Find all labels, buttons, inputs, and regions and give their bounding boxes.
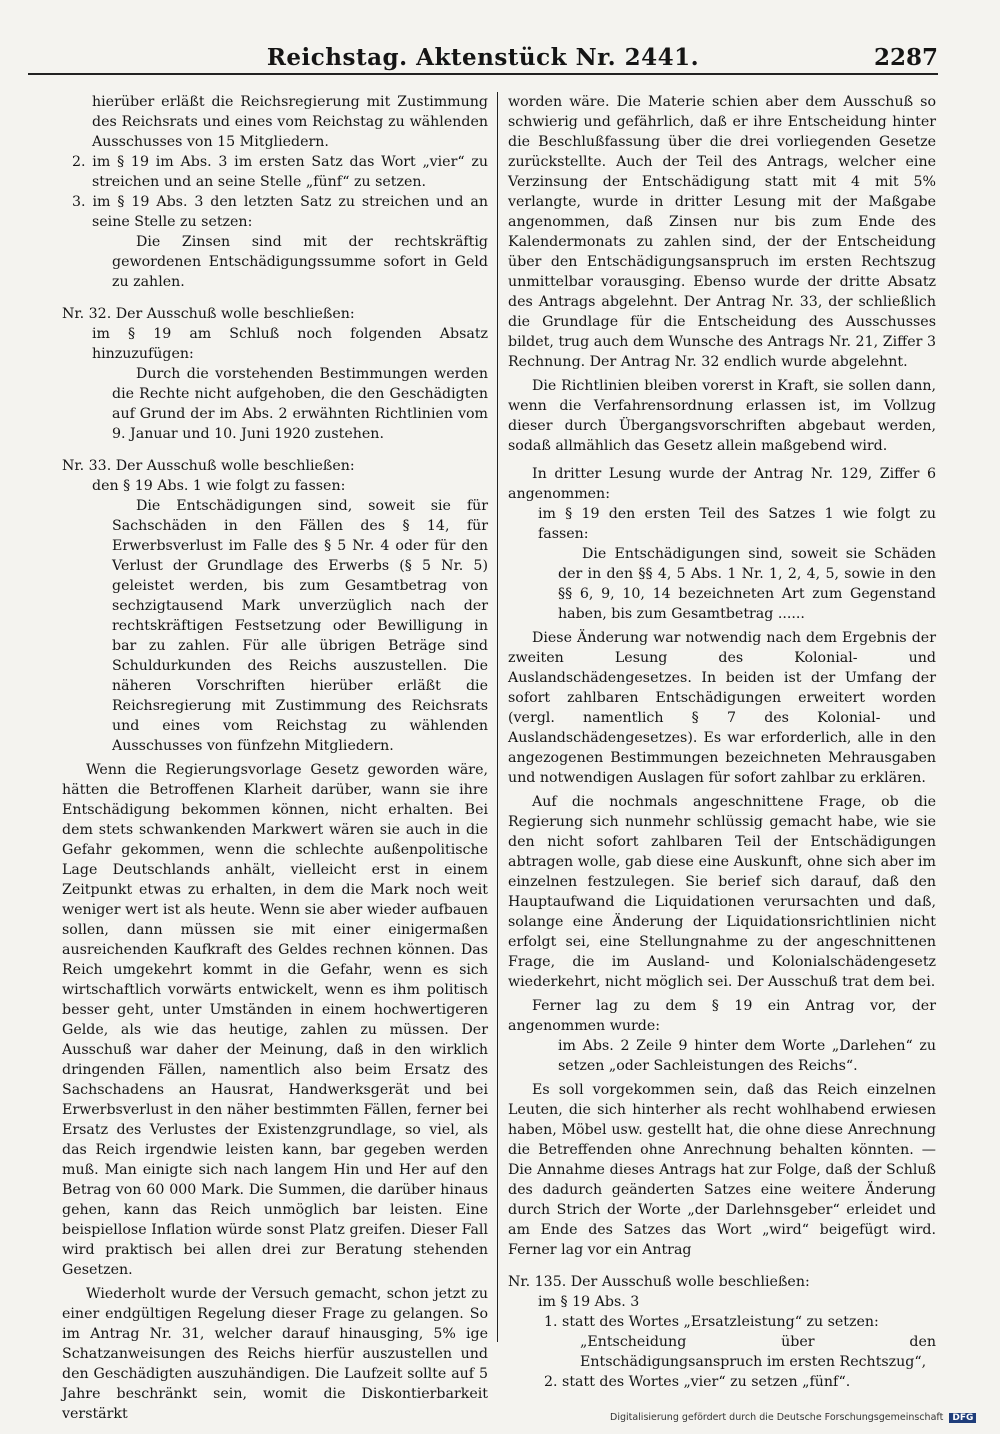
body-paragraph: worden wäre. Die Materie schien aber dem Ausschuß so schwierig und gefährlich, daß er ihre Entscheidung hinter die Beschlußfassung über die drei vorliegenden Gesetze zurückstellte. Auch der Teil des Antrags, welcher eine Verzinsung der Entschädigung statt mit 4 mit 5% verlangte, wurde in dritter Lesung mit der Maßgabe angenommen, daß Zinsen nur bis zum Ende des Kalendermonats zu zahlen sind, der der Entscheidung über den Entschädigungsanspruch im ersten Rechtszug unmittelbar vorausging. Ebenso wurde der dritte Absatz des Antrags abgelehnt. Der Antrag Nr. 33, der schließlich die Grundlage für die Entscheidung des Ausschusses bildet, trug auch dem Wunsche des Antrags Nr. 21, Ziffer 3 Rechnung. Der Antrag Nr. 32 endlich wurde abgelehnt. (508, 94, 936, 370)
paragraph: im § 19 den ersten Teil des Satzes 1 wie folgt zu fassen: (538, 506, 936, 542)
motion-heading: Nr. 32. Der Ausschuß wolle beschließen: (62, 306, 355, 322)
left-column (62, 92, 488, 1424)
dfg-logo: DFG (949, 1413, 976, 1423)
body-paragraph: Die Richtlinien bleiben vorerst in Kraft, sie sollen dann, wenn die Verfahrensordnung erlassen ist, im Vollzug dieser durch Übergangsvorschriften abgebaut werden, sodaß allmählich das Gesetz allein maßgebend wird. (508, 378, 936, 454)
list-item: 1. statt des Wortes „Ersatzleistung“ zu setzen: (544, 1314, 879, 1330)
list-item: 2. im § 19 im Abs. 3 im ersten Satz das Wort „vier“ zu streichen und an seine Stelle „fünf“ zu setzen. (72, 154, 488, 190)
page-number: 2287 (873, 44, 938, 71)
quoted-paragraph: im Abs. 2 Zeile 9 hinter dem Worte „Darlehen“ zu setzen „oder Sachleistungen des Reichs“. (558, 1038, 936, 1074)
quoted-paragraph: Durch die vorstehenden Bestimmungen werden die Rechte nicht aufgehoben, die den Geschädigten auf Grund der im Abs. 2 erwähnten Richtlinien vom 9. Januar und 10. Juni 1920 zustehen. (112, 366, 488, 442)
motion-heading: Nr. 33. Der Ausschuß wolle beschließen: (62, 458, 355, 474)
motion-heading: Nr. 135. Der Ausschuß wolle beschließen: (508, 1274, 810, 1290)
list-item: 2. statt des Wortes „vier“ zu setzen „fünf“. (544, 1374, 851, 1390)
body-paragraph: Es soll vorgekommen sein, daß das Reich einzelnen Leuten, die sich hinterher als recht wohlhabend erwiesen haben, Möbel usw. gestellt hat, die ohne diese Anrechnung die Betreffenden ohne Anrechnung behalten könnten. — Die Annahme dieses Antrags hat zur Folge, daß der Schluß des dadurch geänderten Satzes eine weitere Änderung durch Strich der Worte „der Darlehnsgeber“ erleidet und am Ende des Satzes das Wort „wird“ beigefügt wird. Ferner lag vor ein Antrag (508, 1082, 936, 1258)
paragraph: im § 19 am Schluß noch folgenden Absatz hinzuzufügen: (92, 326, 488, 362)
body-paragraph: In dritter Lesung wurde der Antrag Nr. 129, Ziffer 6 angenommen: (508, 466, 936, 502)
body-paragraph: Wiederholt wurde der Versuch gemacht, schon jetzt zu einer endgültigen Regelung dieser Frage zu gelangen. So im Antrag Nr. 31, welcher darauf hinausging, 5% ige Schatzanweisungen des Reichs hierfür auszustellen und den Geschädigten auszuhändigen. Die Laufzeit sollte auf 5 Jahre beschränkt sein, womit die Diskontierbarkeit verstärkt (62, 1286, 488, 1422)
quoted-paragraph: Die Entschädigungen sind, soweit sie Schäden der in den §§ 4, 5 Abs. 1 Nr. 1, 2, 4, 5, sowie in den §§ 6, 9, 10, 14 bezeichneten Art zum Gegenstand haben, bis zum Gesamtbetrag ...... (558, 546, 936, 622)
footer-text: Digitalisierung gefördert durch die Deutsche Forschungsgemeinschaft (610, 1412, 944, 1423)
page-header (28, 40, 938, 74)
paragraph: hierüber erläßt die Reichsregierung mit Zustimmung des Reichsrats und eines vom Reichstag zu wählenden Ausschusses von 15 Mitgliedern. (92, 94, 488, 150)
body-paragraph: Wenn die Regierungsvorlage Gesetz geworden wäre, hätten die Betroffenen Klarheit darüber, wann sie ihre Entschädigung bekommen können, nicht erhalten. Bei dem stets schwankenden Markwert wären sie auch in die Gefahr gekommen, wenn die schlechte außenpolitische Lage Deutschlands anhält, vielleicht erst in einem Zeitpunkt etwas zu erhalten, in dem die Mark noch weit weniger wert ist als heute. Wenn sie aber wieder aufbauen sollen, dann müssen sie mit einer einigermaßen ausreichenden Kaufkraft des Geldes rechnen können. Das Reich umgekehrt kommt in die Gefahr, wenn es sich wirtschaftlich vorwärts entwickelt, wenn es ihm politisch besser geht, unter Umständen in einem hochwertigeren Gelde, als wie das heutige, zahlen zu müssen. Der Ausschuß war daher der Meinung, daß in den wirklich dringenden Fällen, namentlich also beim Ersatz des Sachschadens an Hausrat, Handwerksgerät und bei Erwerbsverlust in den näher bestimmten Fällen, ferner bei Ersatz des Verlustes der Existenzgrundlage, so viel, als das Reich irgendwie leisten kann, bar gegeben werden muß. Man einigte sich nach langem Hin und Her auf den Betrag von 60 000 Mark. Die Summen, die darüber hinaus gehen, kann das Reich unmöglich bar leisten. Eine beispiellose Inflation würde sonst Platz greifen. Dieser Fall wird praktisch bei allen drei zur Beratung stehenden Gesetzen. (62, 762, 488, 1278)
header-rule (28, 73, 938, 75)
paragraph: im § 19 Abs. 3 (538, 1294, 640, 1310)
body-paragraph: Diese Änderung war notwendig nach dem Ergebnis der zweiten Lesung des Kolonial- und Auslandschädengesetzes. In beiden ist der Umfang der sofort zahlbaren Entschädigungen erweitert worden (vergl. namentlich § 7 des Kolonial- und Auslandschädengesetzes). Es war erforderlich, alle in den angezogenen Bestimmungen bezeichneten Mehrausgaben und notwendigen Auslagen für sofort zahlbar zu erklären. (508, 630, 936, 786)
footer-credit (610, 1412, 976, 1423)
body-paragraph: Ferner lag zu dem § 19 ein Antrag vor, der angenommen wurde: (508, 998, 936, 1034)
right-column (508, 92, 936, 1392)
quoted-paragraph: Die Entschädigungen sind, soweit sie für Sachschäden in den Fällen des § 14, für Erwerbsverlust im Falle des § 5 Nr. 4 oder für den Verlust der Grundlage des Erwerbs (§ 5 Nr. 5) geleistet werden, bis zum Gesamtbetrag von sechzigtausend Mark unverzüglich nach der rechtskräftigen Festsetzung oder Bewilligung in bar zu zahlen. Für alle übrigen Beträge sind Schuldurkunden des Reichs auszustellen. Die näheren Vorschriften hierüber erläßt die Reichsregierung mit Zustimmung des Reichsrats und eines vom Reichstag zu wählenden Ausschusses von fünfzehn Mitgliedern. (112, 498, 488, 754)
quoted-paragraph: Die Zinsen sind mit der rechtskräftig gewordenen Entschädigungssumme sofort in Geld zu zahlen. (112, 234, 488, 290)
running-title: Reichstag. Aktenstück Nr. 2441. (266, 44, 700, 71)
column-divider (497, 92, 498, 1342)
body-paragraph: Auf die nochmals angeschnittene Frage, ob die Regierung sich nunmehr schlüssig gemacht habe, wie sie den nicht sofort zahlbaren Teil der Entschädigungen abtragen wolle, gab diese eine Auskunft, ohne sich aber im einzelnen festzulegen. Sie berief sich darauf, daß den Hauptaufwand die Liquidationen verursachten und daß, solange eine Änderung der Liquidationsrichtlinien nicht erfolgt sei, eine Stellungnahme zu der angeschnittenen Frage, die im Ausland- und Kolonialschädengesetz wiederkehrt, nicht möglich sei. Der Ausschuß trat dem bei. (508, 794, 936, 990)
quoted-paragraph: „Entscheidung über den Entschädigungsanspruch im ersten Rechtszug“, (580, 1334, 936, 1370)
paragraph: den § 19 Abs. 1 wie folgt zu fassen: (92, 478, 346, 494)
list-item: 3. im § 19 Abs. 3 den letzten Satz zu streichen und an seine Stelle zu setzen: (72, 194, 488, 230)
